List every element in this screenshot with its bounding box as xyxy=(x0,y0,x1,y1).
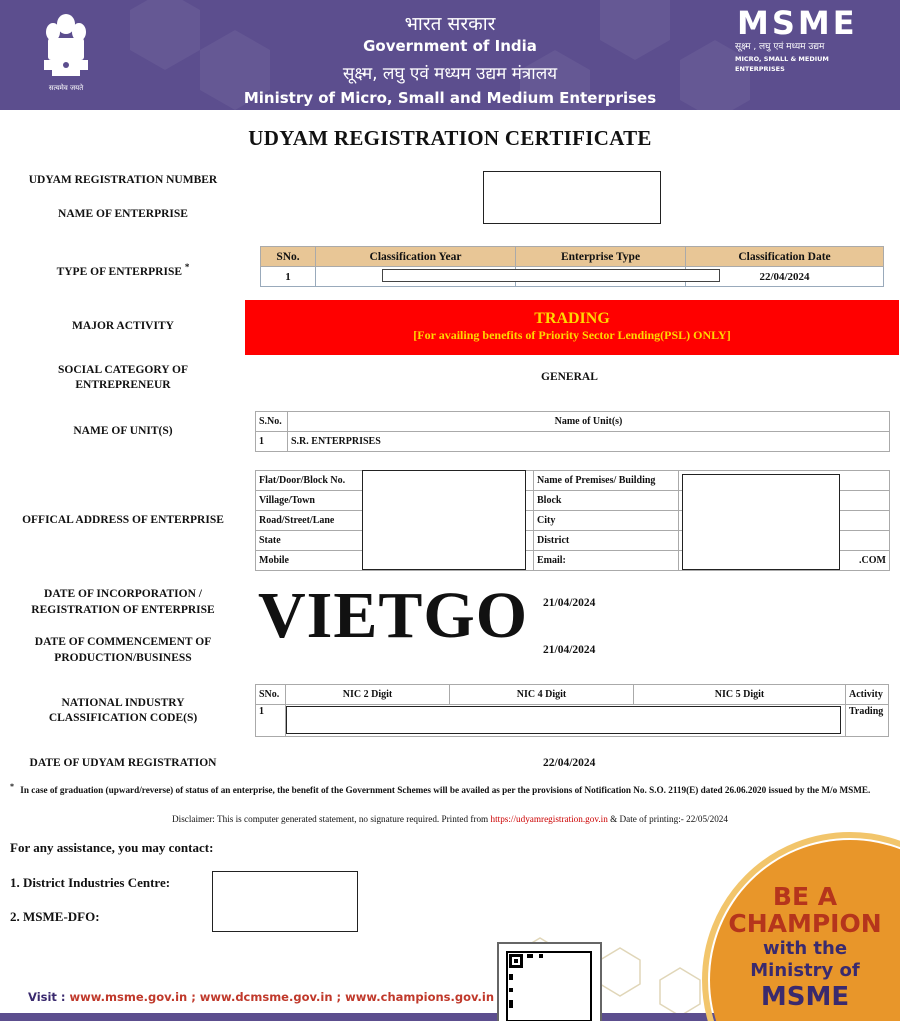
msme-logo-text: MSME xyxy=(737,4,858,42)
footnote-text: In case of graduation (upward/reverse) of status of an enterprise, the benefit of the Government Schemes will be availed as per the provisions of Notification No. S.O. 2119(E) dated 26.06.2020 issued by the M/o MSME. xyxy=(20,785,871,796)
address-label-district: District xyxy=(534,531,679,551)
champion-line-5: MSME xyxy=(760,982,850,1012)
msme-logo xyxy=(735,6,875,76)
vietgo-watermark: VIETGO xyxy=(258,579,529,652)
major-activity-box xyxy=(245,300,899,355)
qr-code xyxy=(497,942,602,1021)
redacted-nic-box xyxy=(286,706,841,734)
visit-footer xyxy=(28,990,494,1004)
major-activity-value: TRADING xyxy=(534,310,610,327)
assistance-heading: For any assistance, you may contact: xyxy=(10,840,214,855)
nic-label-line2: CLASSIFICATION CODE(S) xyxy=(48,712,198,724)
header-banner xyxy=(0,0,900,113)
disclaimer-text-b: & Date of printing:- 22/05/2024 xyxy=(607,814,728,824)
visit-links[interactable]: www.msme.gov.in ; www.dcmsme.gov.in ; www.champions.gov.in xyxy=(69,990,495,1004)
classification-sno: 1 xyxy=(261,267,316,287)
hindi-ministry-text: सूक्ष्म, लघु एवं मध्यम उद्यम मंत्रालय xyxy=(342,64,558,84)
redacted-classification-box xyxy=(382,269,720,282)
major-activity-note: [For availing benefits of Priority Sector Lending(PSL) ONLY] xyxy=(413,328,731,342)
enterprise-type-label xyxy=(0,262,246,278)
champion-line-3: with the xyxy=(762,938,848,959)
redacted-address-left xyxy=(362,470,526,570)
address-label-premises: Name of Premises/ Building xyxy=(534,471,679,491)
disclaimer-link[interactable]: https://udyamregistration.gov.in xyxy=(490,814,608,824)
nic-header-sno: SNo. xyxy=(256,685,286,705)
msme-logo-hindi: सूक्ष्म , लघु एवं मध्यम उद्यम xyxy=(735,42,825,52)
nic-activity: Trading xyxy=(846,705,889,737)
nic-header-activity: Activity xyxy=(846,685,889,705)
classification-header-type: Enterprise Type xyxy=(516,247,686,267)
champion-line-1: BE A xyxy=(772,882,838,911)
government-of-india-text: Government of India xyxy=(363,37,537,55)
address-label-flat: Flat/Door/Block No. xyxy=(256,471,364,491)
units-header-name: Name of Unit(s) xyxy=(288,412,890,432)
footnote-asterisk: * xyxy=(10,782,14,791)
disclaimer-text-a: Disclaimer: This is computer generated statement, no signature required. Printed from xyxy=(172,814,491,824)
major-activity-label: MAJOR ACTIVITY xyxy=(72,320,174,332)
nic-header-4digit: NIC 4 Digit xyxy=(450,685,634,705)
unit-sno: 1 xyxy=(256,432,288,452)
enterprise-type-label-text: TYPE OF ENTERPRISE xyxy=(56,265,183,278)
footnote xyxy=(10,781,890,796)
redacted-address-right xyxy=(682,474,840,570)
nic-label-line1: NATIONAL INDUSTRY xyxy=(61,697,185,709)
address-label-email: Email: xyxy=(534,551,679,571)
msme-dfo-label: 2. MSME-DFO: xyxy=(10,909,100,924)
redacted-contact-box xyxy=(212,871,358,932)
units-table xyxy=(255,411,890,452)
commencement-label-line1: DATE OF COMMENCEMENT OF xyxy=(34,636,212,648)
social-category-label-line1: SOCIAL CATEGORY OF xyxy=(58,364,188,376)
units-header-sno: S.No. xyxy=(256,412,288,432)
address-label-road: Road/Street/Lane xyxy=(256,511,364,531)
enterprise-type-asterisk: * xyxy=(184,262,190,272)
hindi-government-text: भारत सरकार xyxy=(404,13,496,35)
social-category-label-line2: ENTREPRENEUR xyxy=(75,379,171,391)
ministry-name-text: Ministry of Micro, Small and Medium Enterprises xyxy=(243,89,657,107)
commencement-date: 21/04/2024 xyxy=(543,644,596,656)
incorporation-label-line2: REGISTRATION OF ENTERPRISE xyxy=(31,604,215,616)
classification-date: 22/04/2024 xyxy=(686,267,884,287)
social-category-value: GENERAL xyxy=(541,371,598,383)
unit-name: S.R. ENTERPRISES xyxy=(288,432,890,452)
official-address-label: OFFICAL ADDRESS OF ENTERPRISE xyxy=(22,514,224,526)
be-a-champion-graphic xyxy=(700,820,900,1021)
classification-header-date: Classification Date xyxy=(686,247,884,267)
redacted-registration-box xyxy=(483,171,661,224)
champion-line-4: Ministry of xyxy=(750,960,860,981)
nic-header-2digit: NIC 2 Digit xyxy=(286,685,450,705)
registration-number-label: UDYAM REGISTRATION NUMBER xyxy=(28,174,218,186)
address-label-city: City xyxy=(534,511,679,531)
classification-header-year: Classification Year xyxy=(316,247,516,267)
incorporation-date: 21/04/2024 xyxy=(543,597,596,609)
address-label-state: State xyxy=(256,531,364,551)
address-label-mobile: Mobile xyxy=(256,551,364,571)
email-suffix: .COM xyxy=(679,551,890,571)
udyam-date-label: DATE OF UDYAM REGISTRATION xyxy=(29,757,217,769)
udyam-date: 22/04/2024 xyxy=(543,757,596,769)
commencement-label-line2: PRODUCTION/BUSINESS xyxy=(54,652,192,664)
qr-code-icon xyxy=(499,944,600,1021)
unit-names-label: NAME OF UNIT(S) xyxy=(73,425,173,437)
dic-label: 1. District Industries Centre: xyxy=(10,875,171,890)
champion-line-2: CHAMPION xyxy=(728,909,882,938)
incorporation-label-line1: DATE OF INCORPORATION / xyxy=(44,588,202,600)
nic-header-5digit: NIC 5 Digit xyxy=(634,685,846,705)
visit-label: Visit : xyxy=(28,990,70,1004)
enterprise-name-label: NAME OF ENTERPRISE xyxy=(58,208,188,220)
address-label-village: Village/Town xyxy=(256,491,364,511)
address-label-block: Block xyxy=(534,491,679,511)
certificate-title: UDYAM REGISTRATION CERTIFICATE xyxy=(248,126,652,150)
classification-header-sno: SNo. xyxy=(261,247,316,267)
msme-logo-subtitle: MICRO, SMALL & MEDIUM ENTERPRISES xyxy=(735,55,829,73)
nic-sno: 1 xyxy=(256,705,286,737)
emblem-motto: सत्यमेव जयते xyxy=(48,84,84,92)
